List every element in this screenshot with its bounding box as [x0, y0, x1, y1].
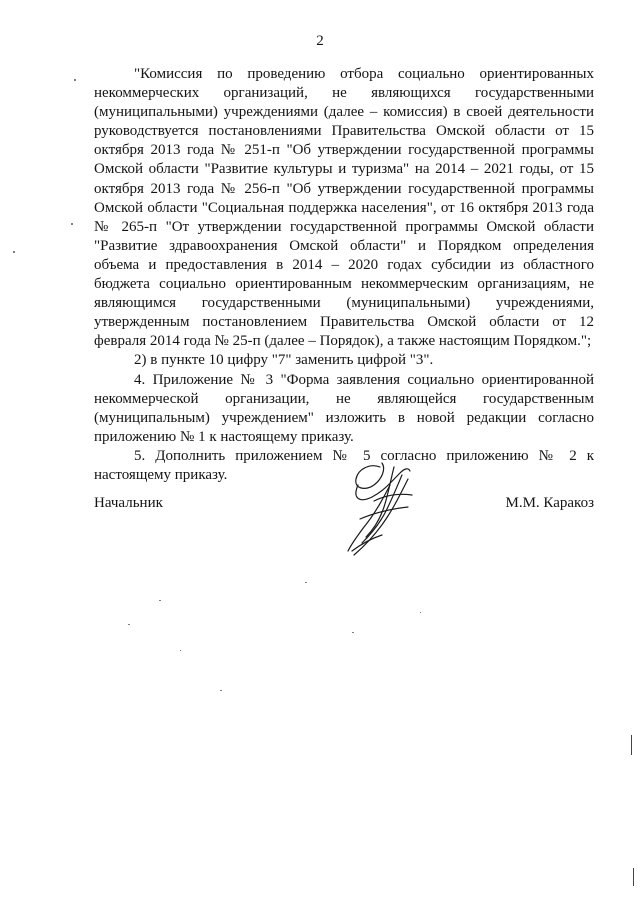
handwritten-signature [330, 455, 430, 565]
scan-edge-mark [633, 868, 634, 886]
paragraph-commission-regulations: "Комиссия по проведению отбора социально ориентированных некоммерческих организаций, не являющихся государственными (муниципальными) учреждениями (далее – комиссия) в своей деятельности руководствуется постановлениями Правительства Омской области от 15 октября 2013 года № 251-п "Об утверждении государственной программы Омской области "Развитие культуры и туризма" на 2014 – 2021 годы, от 15 октября 2013 года № 256-п "Об утверждении государственной программы Омской области "Социальная поддержка населения", от 16 октября 2013 года № 265-п "От утверждении государственной программы Омской области "Развитие здравоохранения Омской области" и Порядком определения объема и предоставления в 2014 – 2020 годах субсидии из областного бюджета социально ориентированным некоммерческим организациям, не являющимся государственными (муниципальными) учреждениями, утвержденным постановлением Правительства Омской области от 12 февраля 2014 года № 25-п (далее – Порядок), а также настоящим Порядком."; [94, 66, 594, 350]
scan-speck [128, 624, 130, 625]
scan-speck [71, 223, 73, 225]
paragraph-item-4: 4. Приложение № 3 "Форма заявления социально ориентированной некоммерческой организации, не являющейся государственным (муниципальным) учреждением" изложить в новой редакции согласно приложению № 1 к настоящему приказу. [94, 371, 594, 445]
paragraph-item-2: 2) в пункте 10 цифру "7" заменить цифрой "3". [134, 352, 434, 369]
paragraph-item-5: 5. Дополнить приложением № 5 согласно приложению № 2 к настоящему приказу. [94, 447, 594, 483]
scan-speck [220, 690, 222, 691]
scan-edge-mark [631, 735, 632, 755]
signer-name: М.М. Каракоз [505, 495, 594, 511]
scan-speck [305, 582, 307, 583]
signer-title: Начальник [94, 495, 163, 511]
scan-speck [74, 79, 76, 81]
document-body [94, 65, 594, 485]
scan-speck [352, 632, 354, 633]
scan-speck [13, 251, 15, 253]
scan-speck [159, 600, 161, 601]
scan-speck [180, 650, 181, 651]
scan-speck [420, 612, 421, 613]
page-number: 2 [316, 33, 324, 49]
